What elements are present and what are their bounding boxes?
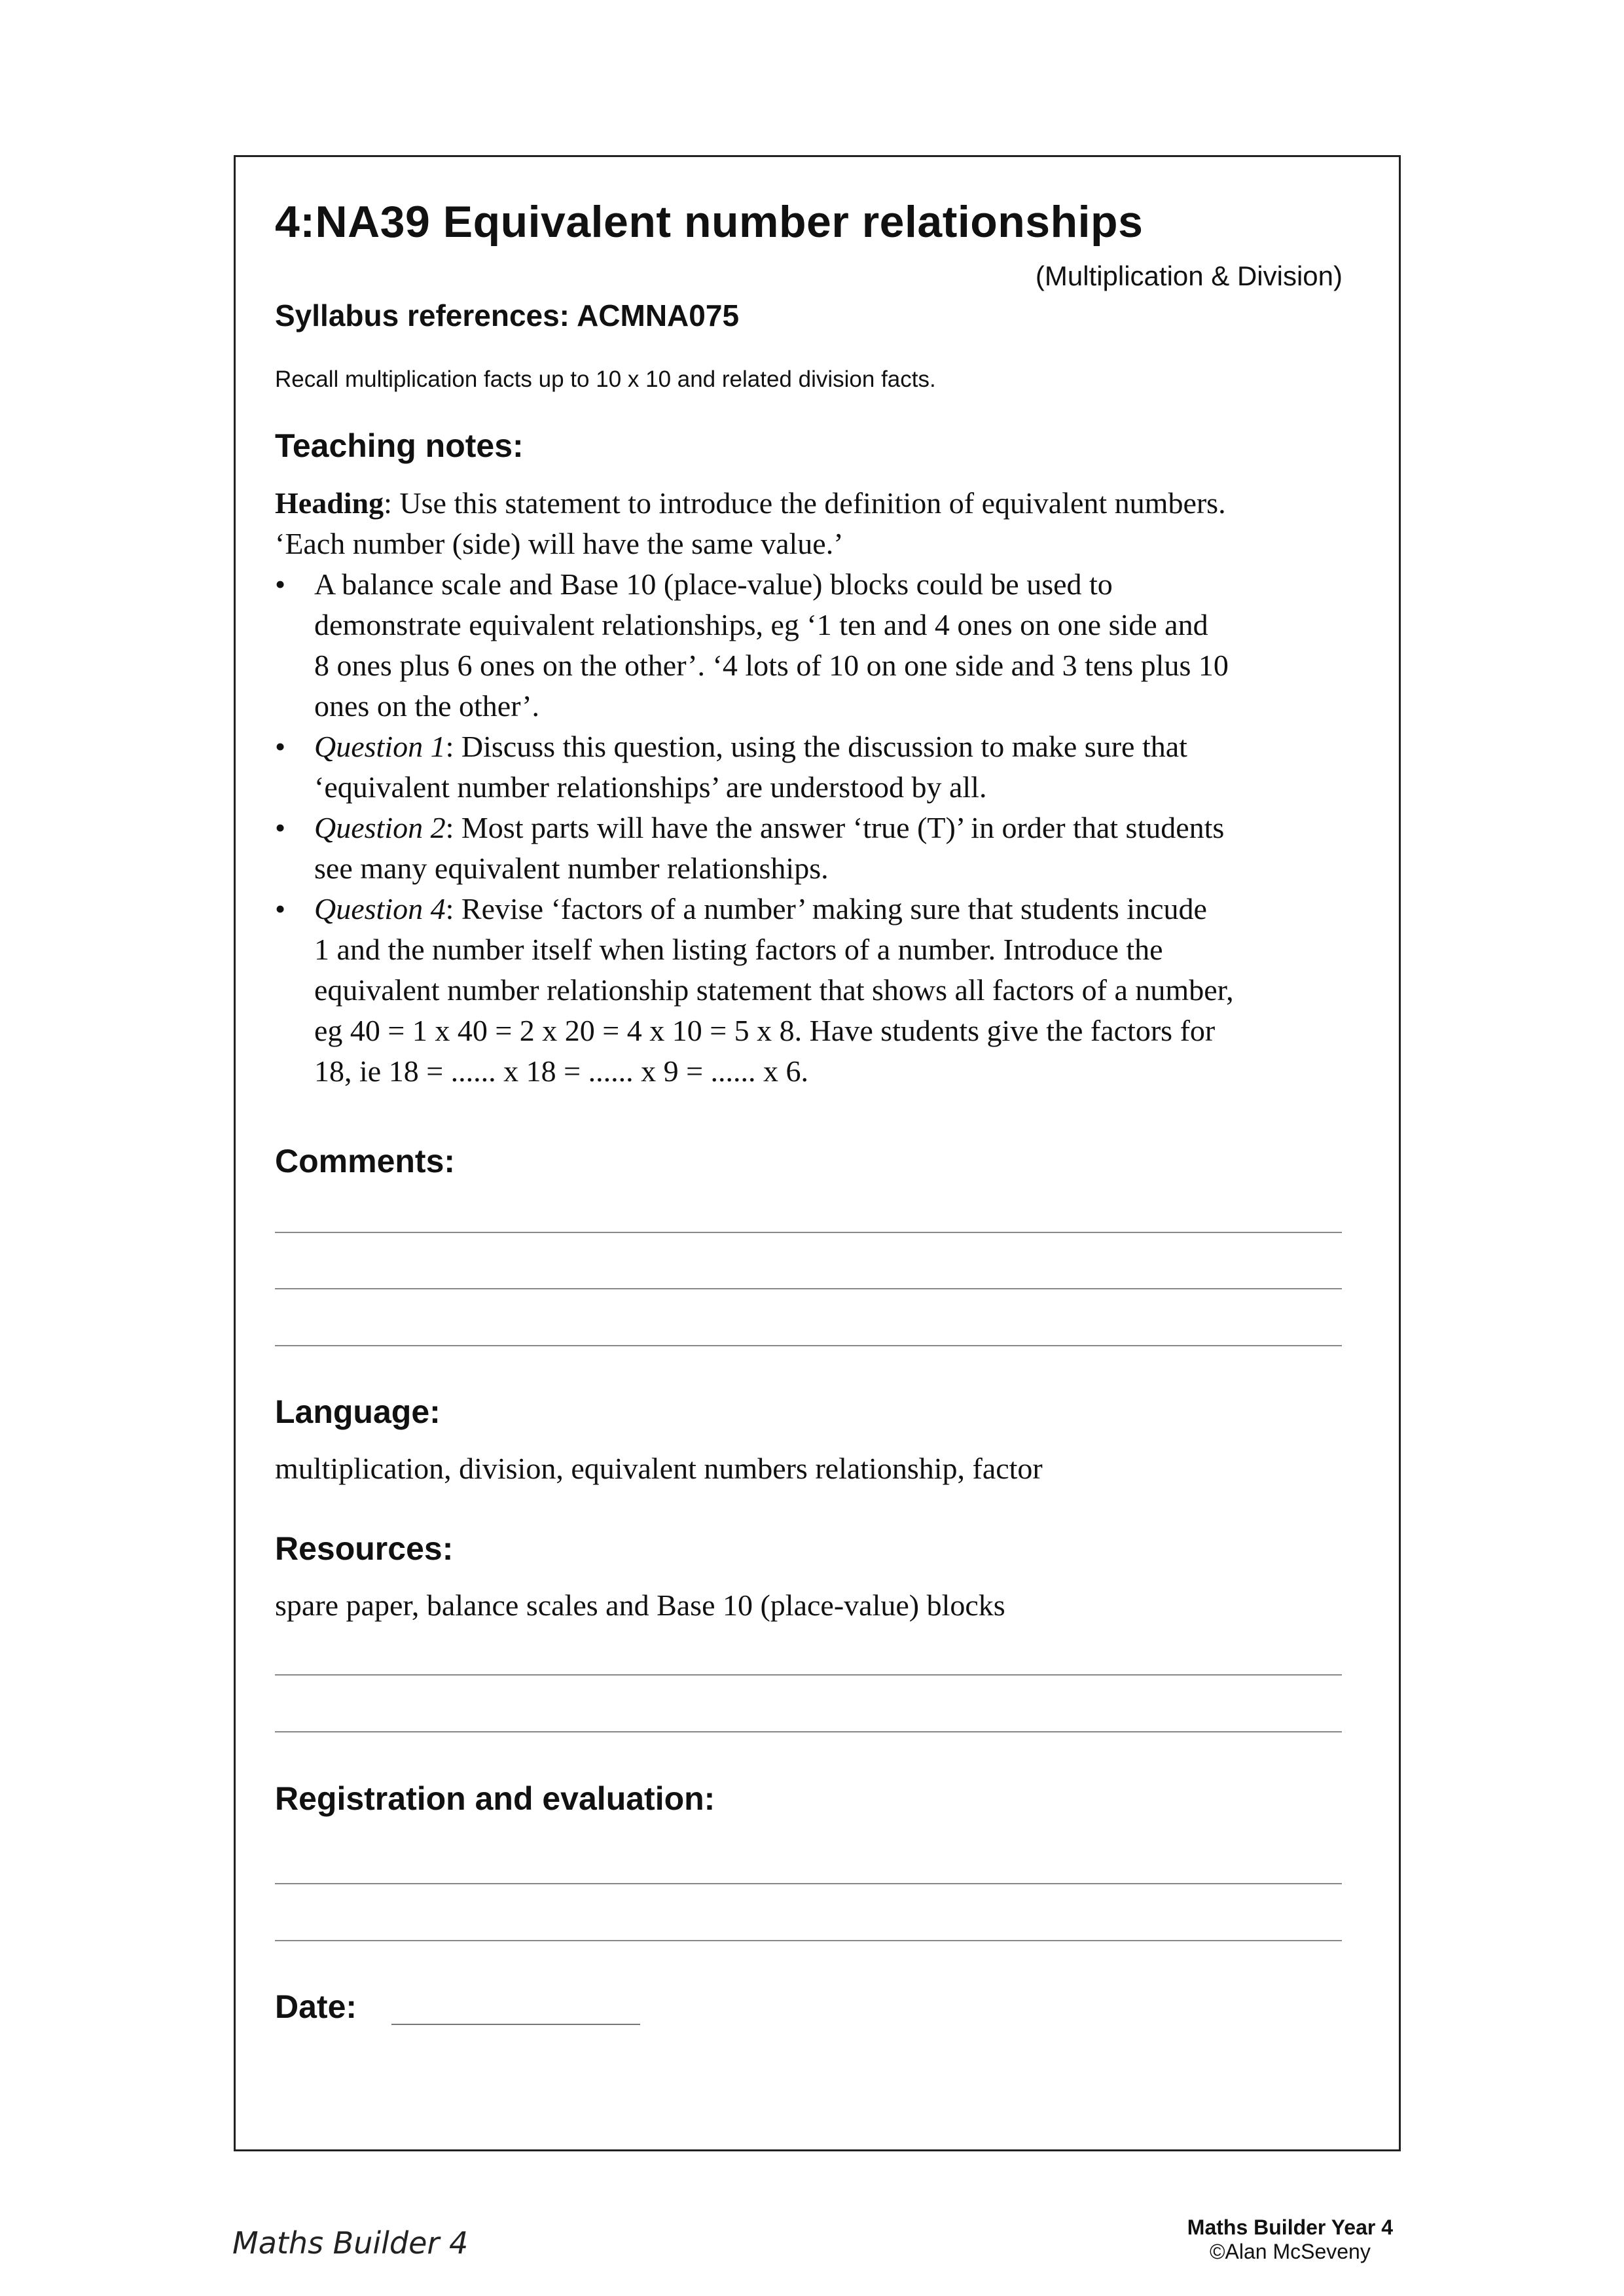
lead-bold: Heading — [275, 486, 384, 520]
bullet-marker: • — [275, 567, 286, 601]
bullet-text: 1 and the number itself when listing factors of a number. Introduce the — [314, 933, 1163, 966]
question-reference: Question 1 — [314, 730, 446, 763]
registration-heading: Registration and evaluation: — [275, 1780, 715, 1817]
bullet-line — [314, 686, 1348, 726]
comments-line-2 — [275, 1288, 1342, 1289]
syllabus-reference: Syllabus references: ACMNA075 — [275, 298, 740, 332]
bullet-line — [314, 1051, 1348, 1092]
footer-book-name: Maths Builder 4 — [232, 2225, 469, 2261]
lead-text: : Use this statement to introduce the definition of equivalent numbers. — [384, 486, 1226, 520]
bullet-text: see many equivalent number relationships. — [314, 852, 829, 885]
resources-heading: Resources: — [275, 1530, 454, 1567]
teaching-notes-heading: Teaching notes: — [275, 427, 524, 464]
date-line — [391, 2024, 640, 2025]
teaching-note-bullet — [275, 564, 1348, 726]
footer-series-title: Maths Builder Year 4 — [1187, 2215, 1393, 2239]
bullet-marker: • — [275, 730, 286, 763]
bullet-text: A balance scale and Base 10 (place-value) blocks could be used to — [314, 567, 1113, 601]
bullet-text: 18, ie 18 = ...... x 18 = ...... x 9 = ...... x 6. — [314, 1054, 809, 1088]
bullet-line — [314, 929, 1348, 970]
bullet-line — [314, 808, 1348, 848]
resources-line-2 — [275, 1731, 1342, 1732]
teaching-notes-body — [275, 483, 1348, 1092]
teaching-note-bullet — [275, 889, 1348, 1092]
bullet-line — [314, 645, 1348, 686]
bullet-marker: • — [275, 811, 286, 844]
resources-text: spare paper, balance scales and Base 10 (place-value) blocks — [275, 1588, 1005, 1622]
page-title: 4:NA39 Equivalent number relationships — [275, 197, 1144, 247]
bullet-line — [314, 889, 1348, 929]
bullet-text: : Revise ‘factors of a number’ making sure that students incude — [445, 892, 1207, 925]
resources-line-1 — [275, 1674, 1342, 1676]
lead-line-2: ‘Each number (side) will have the same value.’ — [275, 527, 844, 560]
registration-line-1 — [275, 1883, 1342, 1884]
bullet-text: ‘equivalent number relationships’ are understood by all. — [314, 770, 987, 804]
bullet-marker: • — [275, 892, 286, 925]
page-subtitle: (Multiplication & Division) — [1035, 260, 1343, 291]
bullet-line — [314, 767, 1348, 808]
teaching-note-bullet — [275, 808, 1348, 889]
footer-credit — [1187, 2215, 1393, 2264]
bullet-line — [314, 605, 1348, 645]
bullet-line — [314, 564, 1348, 605]
comments-line-3 — [275, 1345, 1342, 1346]
teaching-note-bullet — [275, 726, 1348, 808]
date-label: Date: — [275, 1988, 357, 2025]
question-reference: Question 2 — [314, 811, 446, 844]
bullet-text: demonstrate equivalent relationships, eg ‘1 ten and 4 ones on one side and — [314, 608, 1208, 641]
teaching-notes-bullets — [275, 564, 1348, 1092]
registration-line-2 — [275, 1940, 1342, 1941]
comments-line-1 — [275, 1232, 1342, 1233]
footer-copyright: ©Alan McSeveny — [1209, 2240, 1371, 2263]
bullet-text: eg 40 = 1 x 40 = 2 x 20 = 4 x 10 = 5 x 8. Have students give the factors for — [314, 1014, 1216, 1047]
bullet-text: equivalent number relationship statement that shows all factors of a number, — [314, 973, 1234, 1007]
language-heading: Language: — [275, 1393, 441, 1430]
comments-heading: Comments: — [275, 1143, 456, 1179]
bullet-text: : Discuss this question, using the discussion to make sure that — [445, 730, 1187, 763]
bullet-line — [314, 970, 1348, 1011]
bullet-text: : Most parts will have the answer ‘true (T)’ in order that students — [445, 811, 1225, 844]
bullet-line — [314, 726, 1348, 767]
question-reference: Question 4 — [314, 892, 446, 925]
bullet-text: ones on the other’. — [314, 689, 540, 723]
bullet-line — [314, 1011, 1348, 1051]
teaching-notes-lead — [275, 483, 1348, 524]
outcome-statement: Recall multiplication facts up to 10 x 10 and related division facts. — [275, 367, 936, 392]
language-text: multiplication, division, equivalent numbers relationship, factor — [275, 1452, 1043, 1485]
bullet-line — [314, 848, 1348, 889]
bullet-text: 8 ones plus 6 ones on the other’. ‘4 lots of 10 on one side and 3 tens plus 10 — [314, 649, 1229, 682]
